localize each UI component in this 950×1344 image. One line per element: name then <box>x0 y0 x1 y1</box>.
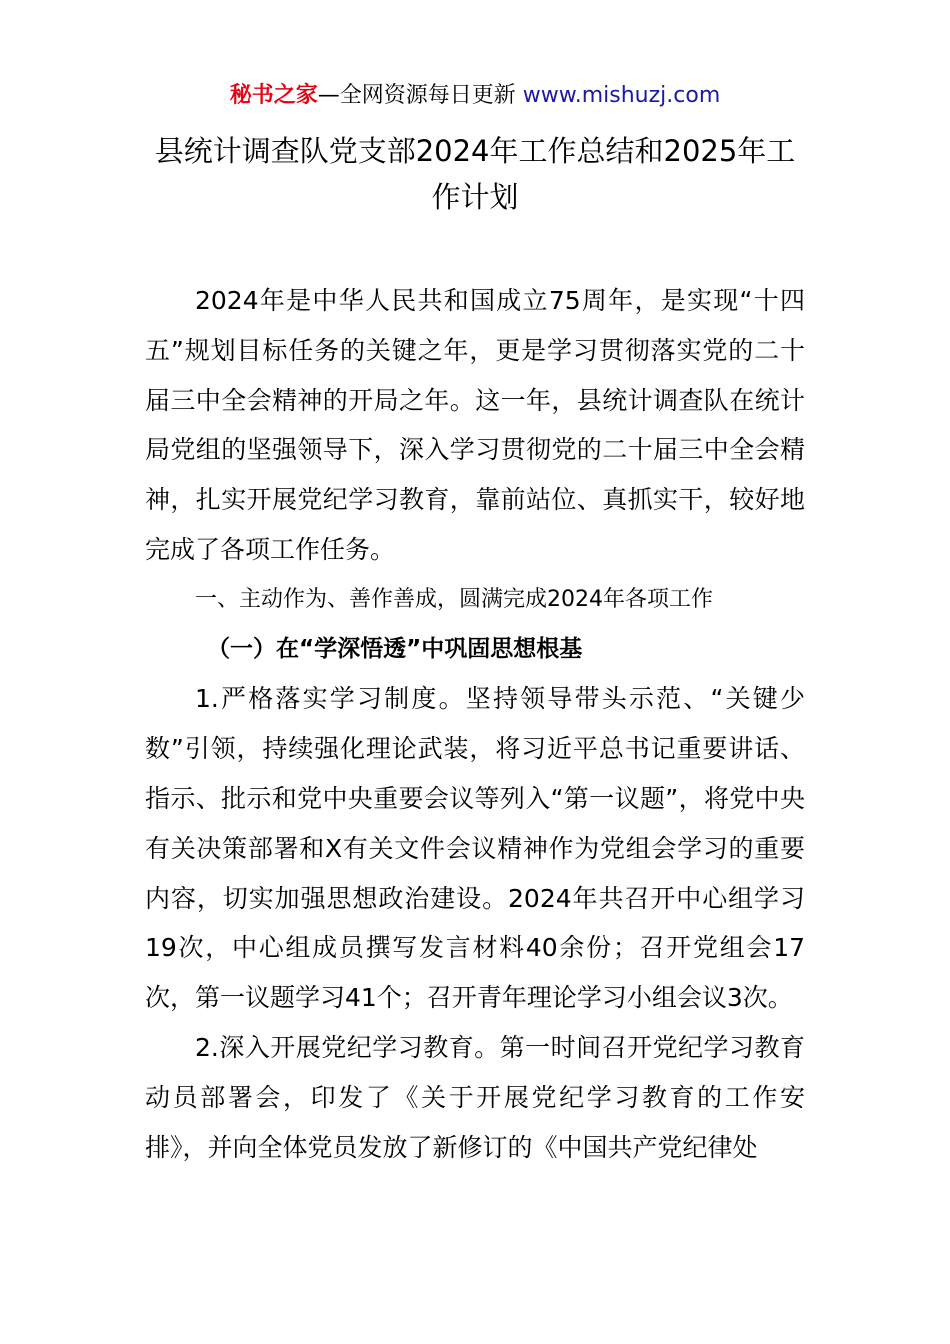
body-paragraph: 2.深入开展党纪学习教育。第一时间召开党纪学习教育动员部署会，印发了《关于开展党纪学习教育的工作安排》，并向全体党员发放了新修订的《中国共产党纪律处 <box>145 1032 805 1162</box>
section-heading: 一、主动作为、善作善成，圆满完成2024年各项工作 <box>195 586 713 612</box>
site-header <box>0 80 950 112</box>
document-title: 县统计调查队党支部2024年工作总结和2025年工作计划 <box>154 134 796 214</box>
site-brand: 秘书之家 <box>229 83 318 108</box>
site-url: www.mishuzj.com <box>522 83 721 108</box>
document-body <box>145 276 805 1172</box>
site-tagline: —全网资源每日更新 <box>317 83 523 108</box>
body-paragraph: 1.严格落实学习制度。坚持领导带头示范、“关键少数”引领，持续强化理论武装，将习近平总书记重要讲话、指示、批示和党中央重要会议等列入“第一议题”，将党中央有关决策部署和X有关文件会议精神作为党组会学习的重要内容，切实加强思想政治建设。2024年共召开中心组学习19次，中心组成员撰写发言材料40余份；召开党组会17次，第一议题学习41个；召开青年理论学习小组会议3次。 <box>145 684 805 1013</box>
intro-paragraph: 2024年是中华人民共和国成立75周年，是实现“十四五”规划目标任务的关键之年，更是学习贯彻落实党的二十届三中全会精神的开局之年。这一年，县统计调查队在统计局党组的坚强领导下，深入学习贯彻党的二十届三中全会精神，扎实开展党纪学习教育，靠前站位、真抓实干，较好地完成了各项工作任务。 <box>145 286 805 564</box>
subsection-heading: （一）在“学深悟透”中巩固思想根基 <box>207 635 583 662</box>
